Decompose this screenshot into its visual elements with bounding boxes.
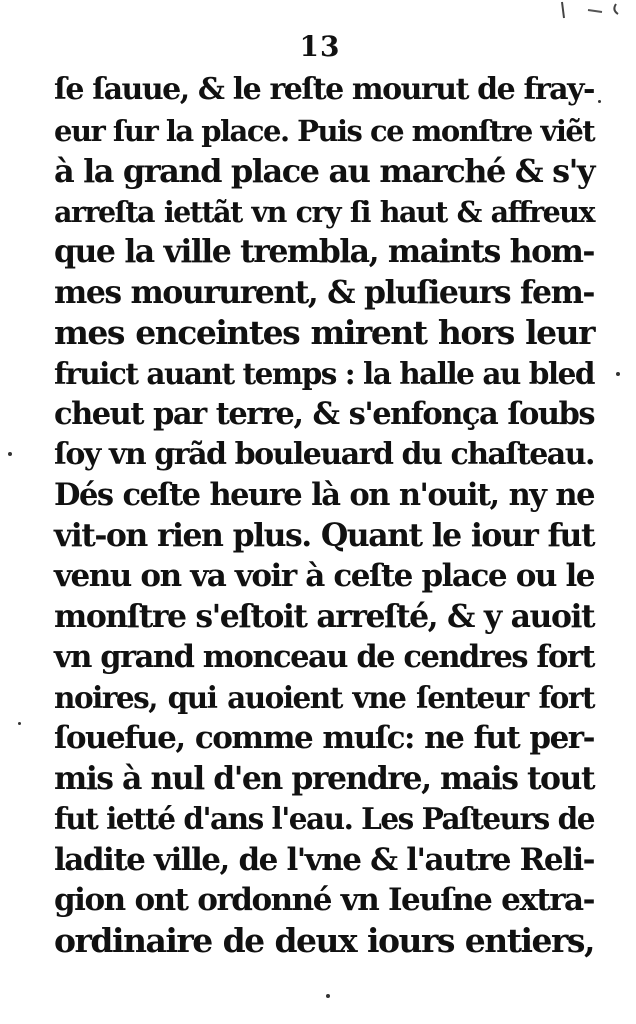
text-line: mes moururent, & pluſieurs fem- xyxy=(54,273,594,311)
text-line: à la grand place au marché & s'y xyxy=(54,152,594,190)
text-line: vit-on rien plus. Quant le iour fut xyxy=(54,516,594,554)
text-line: eur ſur la place. Puis ce monſtre viẽt xyxy=(54,113,595,148)
scan-speck xyxy=(8,452,12,456)
page-number: 13 xyxy=(299,30,341,63)
text-line: ſoy vn grãd bouleuard du chaſteau. xyxy=(54,436,594,472)
text-line: ladite ville, de l'vne & l'autre Reli- xyxy=(54,841,594,878)
scan-speck xyxy=(598,100,601,103)
margin-mark-icon xyxy=(558,0,628,22)
text-line: mes enceintes mirent hors leur xyxy=(54,313,594,352)
text-line: noires, qui auoient vne ſenteur fort xyxy=(54,679,594,715)
scan-speck xyxy=(616,372,620,376)
text-line: ſe ſauue, & le reſte mourut de fray- xyxy=(54,72,594,107)
text-line: cheut par terre, & s'enfonça ſoubs xyxy=(54,396,594,432)
text-line: monſtre s'eſtoit arreſté, & y auoit xyxy=(54,597,594,635)
text-line: fruict auant temps : la halle au bled xyxy=(54,355,594,391)
text-line: arreſta iettãt vn cry ſi haut & affreux xyxy=(54,194,594,229)
text-line: vn grand monceau de cendres fort xyxy=(54,639,594,675)
scan-speck xyxy=(18,722,21,725)
text-line: que la ville trembla, maints hom- xyxy=(54,233,594,270)
text-line: gion ont ordonné vn Ieuſne extra- xyxy=(54,882,594,918)
body-text xyxy=(54,70,594,961)
text-line: fut ietté d'ans l'eau. Les Paſteurs de xyxy=(54,801,594,836)
text-line: Dés ceſte heure là on n'ouit, ny ne xyxy=(54,477,594,513)
text-line: venu on va voir à ceſte place ou le xyxy=(54,558,594,594)
text-line: mis à nul d'en prendre, mais tout xyxy=(54,759,594,797)
scan-speck xyxy=(326,994,330,998)
text-line: ordinaire de deux iours entiers, xyxy=(54,920,594,960)
text-line: ſouefue, comme muſc: ne fut per- xyxy=(54,720,594,756)
